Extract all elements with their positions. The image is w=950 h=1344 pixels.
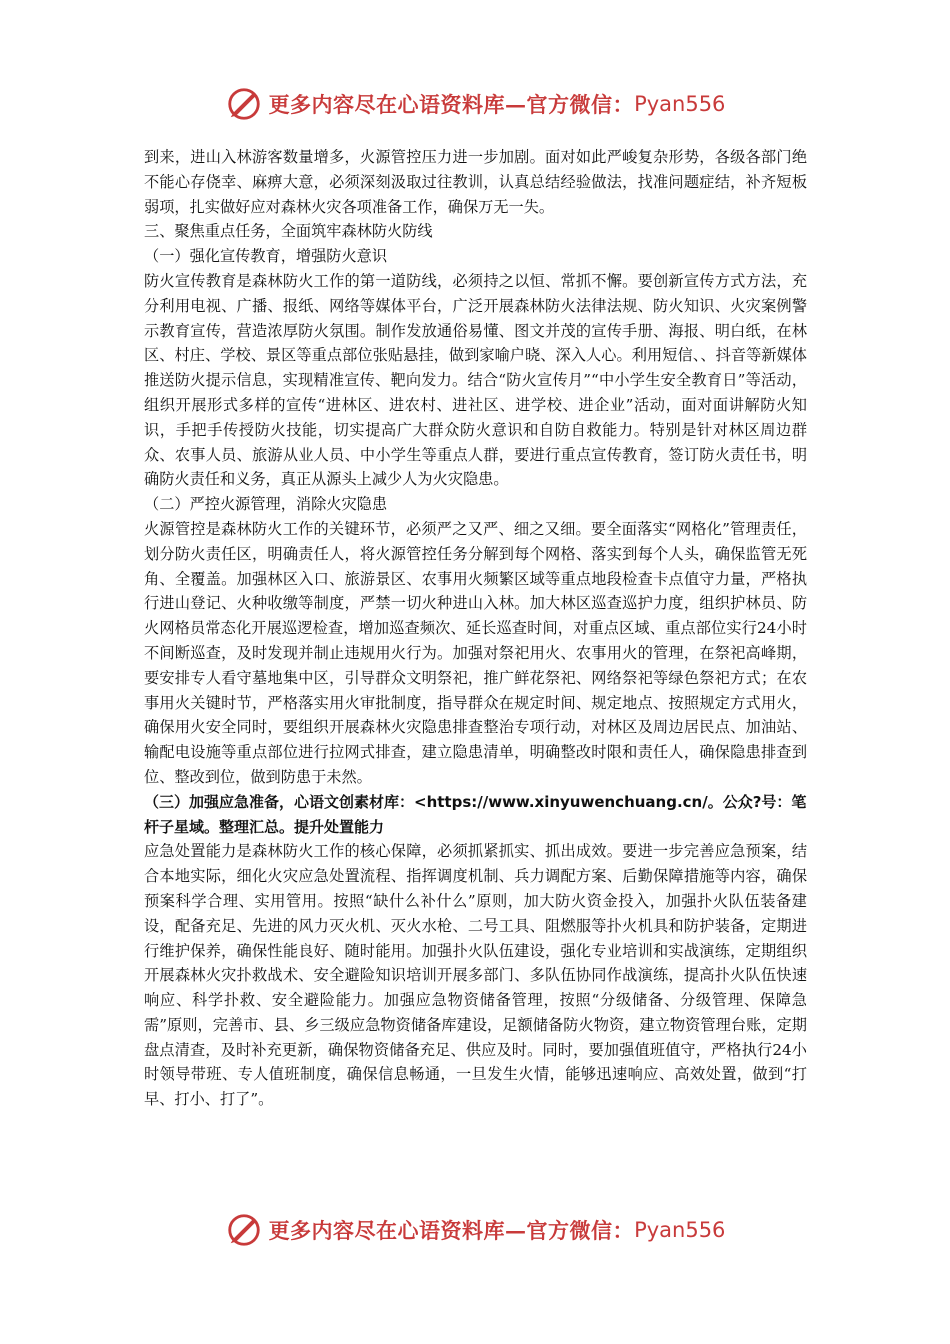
header-watermark <box>0 82 950 126</box>
pen-logo-icon <box>225 85 263 123</box>
footer-watermark <box>0 1208 950 1252</box>
pen-logo-icon <box>225 1211 263 1249</box>
wechat-id: Pyan556 <box>634 92 726 116</box>
subsection-heading-2: （二）严控火源管理，消除火灾隐患 <box>144 495 387 514</box>
subsection-heading-1: （一）强化宣传教育，增强防火意识 <box>144 247 387 266</box>
paragraph-publicity: 防火宣传教育是森林防火工作的第一道防线，必须持之以恒、常抓不懈。要创新宣传方式方法，充分利用电视、广播、报纸、网络等媒体平台，广泛开展森林防火法律法规、防火知识、火灾案例警示教育宣传，营造浓厚防火氛围。制作发放通俗易懂、图文并茂的宣传手册、海报、明白纸，在林区、村庄、学校、景区等重点部位张贴悬挂，做到家喻户晓、深入人心。利用短信、、抖音等新媒体推送防火提示信息，实现精准宣传、靶向发力。结合“防火宣传月”“中小学生安全教育日”等活动，组织开展形式多样的宣传“进林区、进农村、进社区、进学校、进企业”活动，面对面讲解防火知识，手把手传授防火技能，切实提高广大群众防火意识和自防自救能力。特别是针对林区周边群众、农事人员、旅游从业人员、中小学生等重点人群，要进行重点宣传教育，签订防火责任书，明确防火责任和义务，真正从源头上减少人为火灾隐患。 <box>144 271 807 489</box>
watermark-text: 更多内容尽在心语资料库—官方微信： <box>268 92 635 117</box>
paragraph-fire-source: 火源管控是森林防火工作的关键环节，必须严之又严、细之又细。要全面落实“网格化”管理责任，划分防火责任区，明确责任人，将火源管控任务分解到每个网格、落实到每个人头，确保监管无死角、全覆盖。加强林区入口、旅游景区、农事用火频繁区域等重点地段检查卡点值守力量，严格执行进山登记、火种收缴等制度，严禁一切火种进山入林。加大林区巡查巡护力度，组织护林员、防火网格员常态化开展巡逻检查，增加巡查频次、延长巡查时间，对重点区域、重点部位实行24小时不间断巡查，及时发现并制止违规用火行为。加强对祭祀用火、农事用火的管理，在祭祀高峰期，要安排专人看守墓地集中区，引导群众文明祭祀，推广鲜花祭祀、网络祭祀等绿色祭祀方式；在农事用火关键时节，严格落实用火审批制度，指导群众在规定时间、规定地点、按照规定方式用火，确保用火安全同时，要组织开展森林火灾隐患排查整治专项行动，对林区及周边居民点、加油站、输配电设施等重点部位进行拉网式排查，建立隐患清单，明确整改时限和责任人，确保隐患排查到位、整改到位，做到防患于未然。 <box>144 519 807 786</box>
section-heading-3: 三、聚焦重点任务，全面筑牢森林防火防线 <box>144 222 433 241</box>
paragraph-intro: 到来，进山入林游客数量增多，火源管控压力进一步加剧。面对如此严峻复杂形势，各级各部门绝不能心存侥幸、麻痹大意，必须深刻汲取过往教训，认真总结经验做法，找准问题症结，补齐短板弱项，扎实做好应对森林火灾各项准备工作，确保万无一失。 <box>144 148 807 216</box>
paragraph-emergency: 应急处置能力是森林防火工作的核心保障，必须抓紧抓实、抓出成效。要进一步完善应急预案，结合本地实际，细化火灾应急处置流程、指挥调度机制、兵力调配方案、后勤保障措施等内容，确保预案科学合理、实用管用。按照“缺什么补什么”原则，加大防火资金投入，加强扑火队伍装备建设，配备充足、先进的风力灭火机、灭火水枪、二号工具、阻燃服等扑火机具和防护装备，定期进行维护保养，确保性能良好、随时能用。加强扑火队伍建设，强化专业培训和实战演练，定期组织开展森林火灾扑救战术、安全避险知识培训开展多部门、多队伍协同作战演练，提高扑火队伍快速响应、科学扑救、安全避险能力。加强应急物资储备管理，按照“分级储备、分级管理、保障急需”原则，完善市、县、乡三级应急物资储备库建设，足额储备防火物资，建立物资管理台账，定期盘点清查，及时补充更新，确保物资储备充足、供应及时。同时，要加强值班值守，严格执行24小时领导带班、专人值班制度，确保信息畅通，一旦发生火情，能够迅速响应、高效处置，做到“打早、打小、打了”。 <box>144 842 807 1109</box>
subsection-heading-3: （三）加强应急准备，心语文创素材库：<https://www.xinyuwenchuang.cn/。公众?号：笔杆子星域。整理汇总。提升处置能力 <box>144 792 807 836</box>
watermark-text: 更多内容尽在心语资料库—官方微信： <box>268 1218 635 1243</box>
wechat-id: Pyan556 <box>634 1218 726 1242</box>
document-body <box>144 145 807 1112</box>
